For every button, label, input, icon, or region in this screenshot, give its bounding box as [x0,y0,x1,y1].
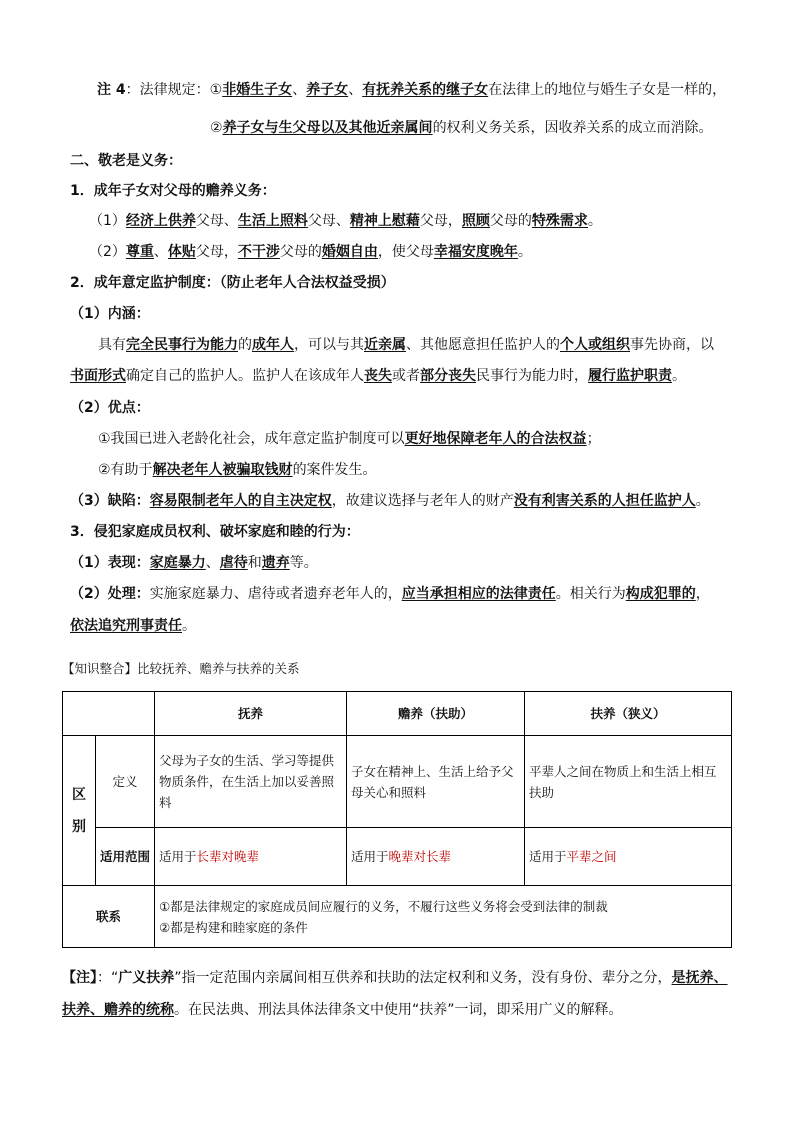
item1-point1: （1）经济上供养父母、生活上照料父母、精神上慰藉父母，照顾父母的特殊需求。 [89,213,602,229]
item2-advantage-line1: ①我国已进入老龄化社会，成年意定监护制度可以更好地保障老年人的合法权益； [98,431,601,447]
item2-title: 2．成年意定监护制度：（防止老年人合法权益受损） [70,275,395,291]
footnote-line1: 【注】：“广义扶养”指一定范围内亲属间相互供养和扶助的法定权利和义务，没有身份、辈分之分，是抚养、 [62,970,728,986]
row-scope-label: 适用范围 [96,828,155,886]
item3-manifestation-line: （1）表现：家庭暴力、虐待和遗弃等。 [70,555,318,571]
item2-advantage-line2: ②有助于解决老年人被骗取钱财的案件发生。 [98,462,377,478]
item2-connotation-line1: 具有完全民事行为能力的成年人，可以与其近亲属、其他愿意担任监护人的个人或组织事先协商，以 [98,337,714,353]
item3-title: 3．侵犯家庭成员权利、破坏家庭和睦的行为： [70,524,360,540]
scope-shanyang: 适用于晚辈对长辈 [347,828,525,886]
note4-label: 注 4 [97,82,126,98]
connection-content [155,886,732,948]
connection-line2: ②都是构建和睦家庭的条件 [159,919,308,935]
item2-advantage-title: （2）优点： [70,400,150,416]
note4-line2: ②养子女与生父母以及其他近亲属间的权利义务关系，因收养关系的成立而消除。 [210,120,713,136]
knowledge-caption: 【知识整合】比较抚养、赡养与扶养的关系 [62,661,300,676]
item1-point2: （2）尊重、体贴父母，不干涉父母的婚姻自由，使父母幸福安度晚年。 [89,244,532,260]
item3-handling-line1: （2）处理：实施家庭暴力、虐待或者遗弃老年人的，应当承担相应的法律责任。相关行为构成犯罪的， [70,586,710,602]
item3-handling-line2: 依法追究刑事责任。 [70,618,196,634]
definition-fuyang: 父母为子女的生活、学习等提供物质条件，在生活上加以妥善照料 [155,736,347,828]
footnote-line2: 扶养、赡养的统称。在民法典、刑法具体法律条文中使用“扶养”一词，即采用广义的解释。 [62,1002,623,1018]
difference-group-cell: 区别 [63,736,96,886]
table-row-connection [63,886,732,948]
row-connection-label: 联系 [63,886,155,948]
item2-connotation-title: （1）内涵： [70,306,150,322]
table-corner-cell [63,692,155,736]
header-fuyang-narrow: 扶养（狭义） [525,692,732,736]
table-row-definition [63,736,732,828]
section2-title: 二、敬老是义务： [70,153,182,169]
table-header-row [63,692,732,736]
scope-fuyang: 适用于长辈对晚辈 [155,828,347,886]
connection-line1: ①都是法律规定的家庭成员间应履行的义务，不履行这些义务将会受到法律的制裁 [159,898,608,914]
item2-connotation-line2: 书面形式确定自己的监护人。监护人在该成年人丧失或者部分丧失民事行为能力时，履行监护职责。 [70,368,686,384]
row-definition-label: 定义 [96,736,155,828]
scope-fuyang-narrow: 适用于平辈之间 [525,828,732,886]
item2-defect-line: （3）缺陷：容易限制老年人的自主决定权，故建议选择与老年人的财产没有利害关系的人担任监护人。 [70,493,710,509]
definition-fuyang-narrow: 平辈人之间在物质上和生活上相互扶助 [525,736,732,828]
header-shanyang: 赡养（扶助） [347,692,525,736]
definition-shanyang: 子女在精神上、生活上给予父母关心和照料 [347,736,525,828]
item1-title: 1．成年子女对父母的赡养义务： [70,183,276,199]
comparison-table [62,691,732,948]
note4-line1: 注 4：法律规定：①非婚生子女、养子女、有抚养关系的继子女在法律上的地位与婚生子女是一样的， [97,82,727,98]
table-row-scope [63,828,732,886]
header-fuyang: 抚养 [155,692,347,736]
